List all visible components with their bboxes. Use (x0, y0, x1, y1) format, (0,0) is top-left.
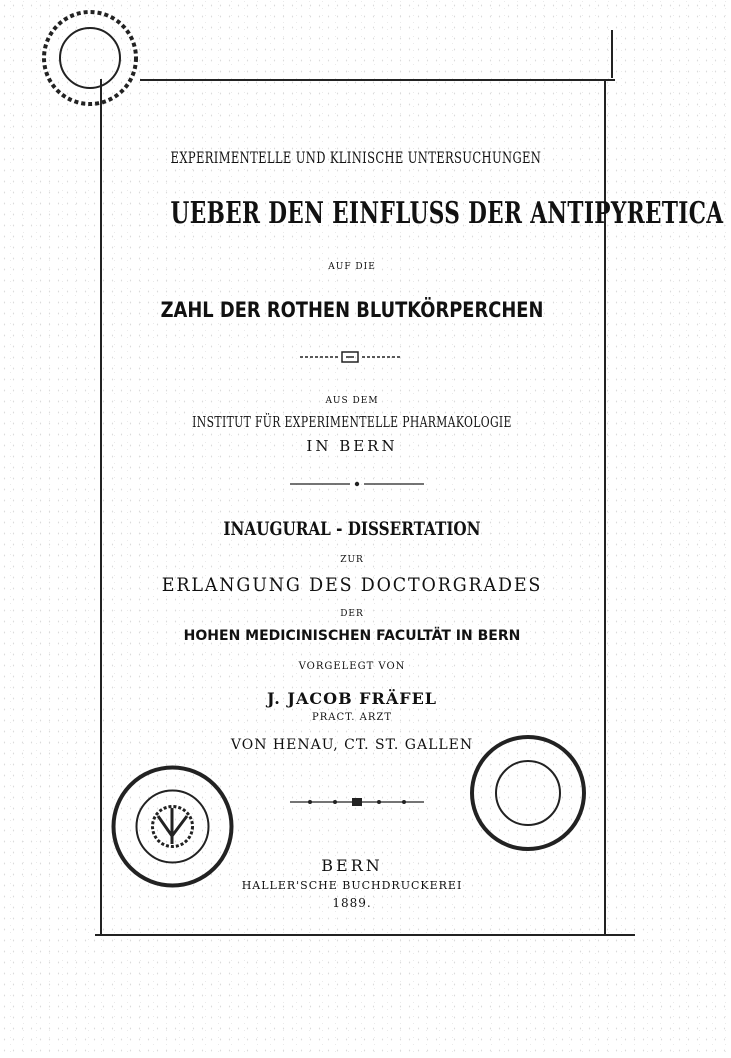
faculty: HOHEN MEDICINISCHEN FACULTÄT IN BERN (183, 628, 521, 644)
accademia-medica-stamp (468, 733, 588, 853)
in-bern: IN BERN (306, 437, 398, 455)
auf-die: AUF DIE (328, 262, 376, 272)
der: DER (340, 609, 364, 619)
library-stamp-top (40, 8, 140, 108)
ornament-divider-1 (300, 351, 400, 363)
dissertation: INAUGURAL - DISSERTATION (223, 518, 481, 540)
author-name: J. JACOB FRÄFEL (266, 689, 438, 708)
profession: PRACT. ARZT (311, 712, 393, 723)
ornament-divider-3 (290, 797, 424, 807)
vorgelegt: VORGELEGT VON (298, 661, 406, 672)
erlangung: ERLANGUNG DES DOCTORGRADES (161, 574, 543, 596)
main-title: UEBER DEN EINFLUSS DER ANTIPYRETICA (170, 196, 724, 231)
subtitle: ZAHL DER ROTHEN BLUTKÖRPERCHEN (160, 298, 544, 322)
institute: INSTITUT FÜR EXPERIMENTELLE PHARMAKOLOGIE (192, 413, 512, 431)
imprint-city: BERN (321, 856, 383, 875)
printer: HALLER'SCHE BUCHDRUCKEREI (241, 879, 463, 892)
ornament-divider-2 (290, 480, 424, 488)
origin: VON HENAU, CT. ST. GALLEN (230, 737, 474, 753)
frame-corner-tick (611, 30, 613, 78)
aus-dem: AUS DEM (325, 396, 379, 406)
year: 1889. (332, 896, 372, 910)
frame-bottom-rule (95, 934, 635, 936)
biblioteca-medica-stamp (110, 764, 235, 889)
zur: ZUR (340, 555, 364, 565)
header-line: EXPERIMENTELLE UND KLINISCHE UNTERSUCHUNGEN (170, 148, 542, 167)
